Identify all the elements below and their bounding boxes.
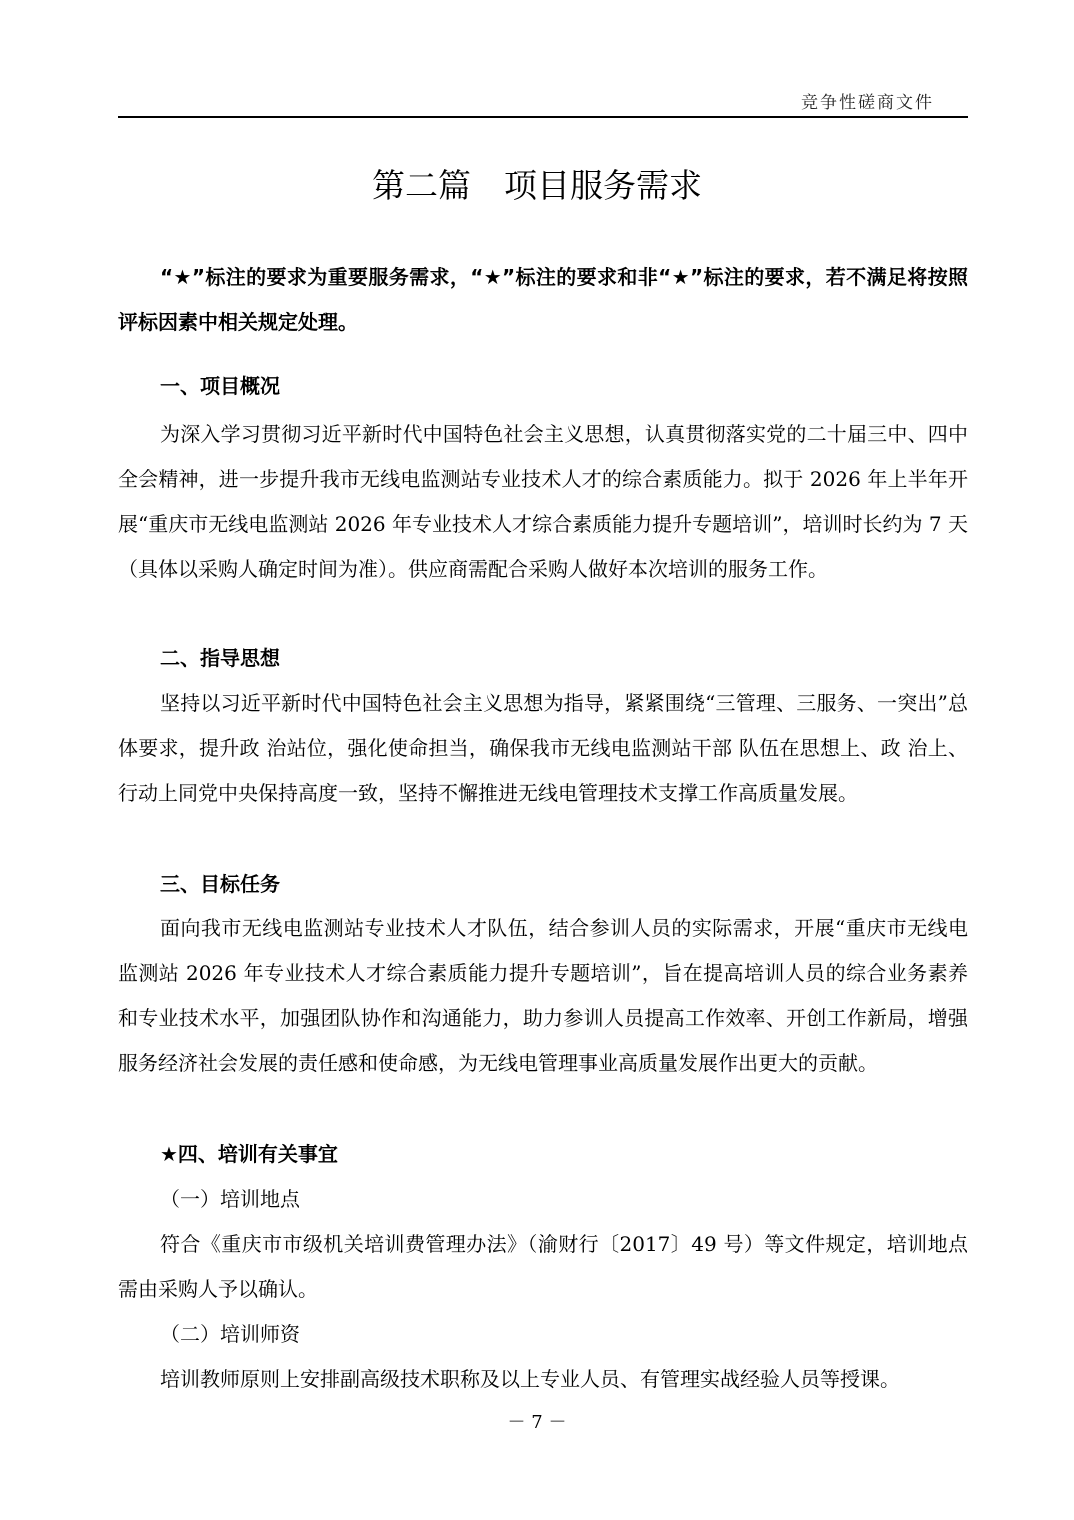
subsection-heading-training-faculty: （二）培训师资 bbox=[160, 1322, 300, 1346]
subsection-heading-training-location: （一）培训地点 bbox=[160, 1187, 300, 1211]
requirement-note-text: “★”标注的要求为重要服务需求，“★”标注的要求和非“★”标注的要求，若不满足将按照评标因素中相关规定处理。 bbox=[118, 265, 968, 334]
requirement-note bbox=[118, 255, 968, 345]
section-objectives-paragraph: 面向我市无线电监测站专业技术人才队伍，结合参训人员的实际需求，开展“重庆市无线电监测站 2026 年专业技术人才综合素质能力提升专题培训”，旨在提高培训人员的综合业务素养和专业技术水平，加强团队协作和沟通能力，助力参训人员提高工作效率、开创工作新局，增强服务经济社会发展的责任感和使命感，为无线电管理事业高质量发展作出更大的贡献。 bbox=[118, 916, 968, 1075]
section-heading-objectives: 三、目标任务 bbox=[160, 872, 280, 896]
page-title: 第二篇 项目服务需求 bbox=[372, 166, 702, 205]
section-objectives-body bbox=[118, 906, 968, 1086]
subsection-training-location-paragraph: 符合《重庆市市级机关培训费管理办法》（渝财行〔2017〕49 号）等文件规定，培训地点需由采购人予以确认。 bbox=[118, 1232, 968, 1301]
section-overview-body bbox=[118, 412, 968, 592]
section-guiding-thought-body bbox=[118, 681, 968, 816]
subsection-training-faculty-paragraph: 培训教师原则上安排副高级技术职称及以上专业人员、有管理实战经验人员等授课。 bbox=[160, 1367, 900, 1391]
header-rule bbox=[118, 116, 968, 118]
subsection-training-location-body bbox=[118, 1222, 968, 1312]
section-overview-paragraph: 为深入学习贯彻习近平新时代中国特色社会主义思想，认真贯彻落实党的二十届三中、四中全会精神，进一步提升我市无线电监测站专业技术人才的综合素质能力。拟于 2026 年上半年开展“重庆市无线电监测站 2026 年专业技术人才综合素质能力提升专题培训”，培训时长约为 7 天（具体以采购人确定时间为准）。供应商需配合采购人做好本次培训的服务工作。 bbox=[118, 422, 968, 581]
section-heading-training-matters: ★四、培训有关事宜 bbox=[160, 1142, 338, 1166]
section-heading-guiding-thought: 二、指导思想 bbox=[160, 646, 280, 670]
header-label: 竞争性磋商文件 bbox=[801, 93, 934, 113]
section-heading-overview: 一、项目概况 bbox=[160, 374, 280, 398]
subsection-training-faculty-body bbox=[118, 1357, 968, 1402]
section-guiding-thought-paragraph: 坚持以习近平新时代中国特色社会主义思想为指导，紧紧围绕“三管理、三服务、一突出”总体要求，提升政 治站位，强化使命担当，确保我市无线电监测站干部 队伍在思想上、政 治上、行动上同党中央保持高度一致，坚持不懈推进无线电管理技术支撑工作高质量发展。 bbox=[118, 691, 968, 805]
page-number: － 7 － bbox=[507, 1412, 567, 1433]
